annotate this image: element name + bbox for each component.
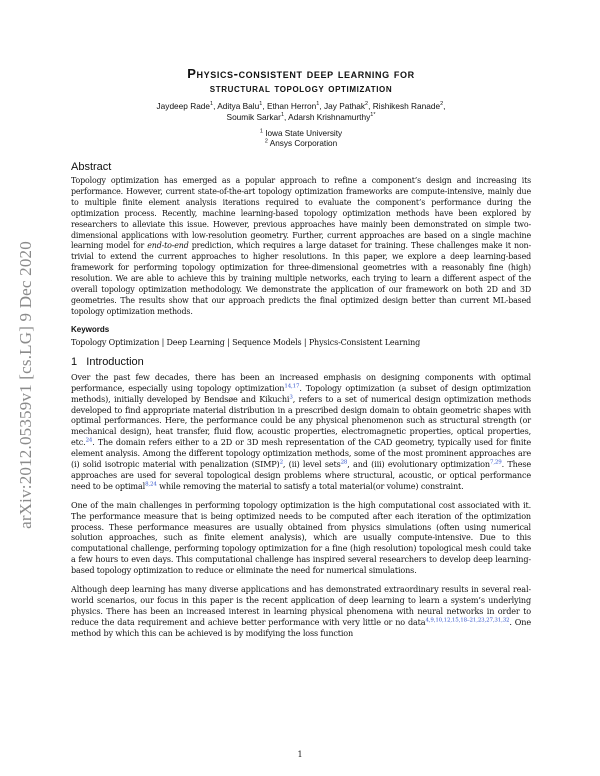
author: Adarsh Krishnamurthy$^{1*}$ [288, 112, 376, 122]
author: Jaydeep Rade$^1$ [156, 101, 214, 111]
citation-link[interactable]: 3 [289, 393, 293, 400]
citation-link[interactable]: 4,9,10,12,15,18–21,23,27,31,32 [425, 617, 510, 624]
citation-link[interactable]: 28 [340, 459, 348, 466]
affiliations [71, 129, 531, 149]
author-list: Jaydeep Rade$^1$, Aditya Balu$^1$, Ethan Herron$^1$, Jay Pathak$^2$, Rishikesh Ranade$^2$, Soumik Sarkar$^1$, Adarsh Krishnamurthy$^{1*}$ [156, 101, 446, 122]
section-heading: 1 Introduction [71, 355, 144, 368]
citation-link[interactable]: 2 [279, 459, 283, 466]
abstract-text: Topology optimization has emerged as a popular approach to refine a component’s design and increasing its performance. However, current state-of-the-art topology optimization frameworks are compute-intensive, mainly due to multiple finite element analysis iterations required to evaluate the component’s performance during the optimization process. Recently, machine learning-based topology optimization methods have been explored by researchers to alleviate this issue. However, previous approaches have mainly been demonstrated on simple two-dimensional applications with low-resolution geometry. Further, current approaches are based on a single machine learning model for end-to-end prediction, which requires a large dataset for training. These challenges make it non-trivial to extend the current approaches to higher resolutions. In this paper, we explore a deep learning-based framework for performing topology optimization for three-dimensional geometries with a reasonably fine (high) resolution. We are able to achieve this by training multiple networks, each trying to learn a different aspect of the overall topology optimization methodology. We demonstrate the application of our framework on both 2D and 3D geometries. The results show that our approach predicts the final optimized design better than current ML-based topology optimization methods. [71, 176, 532, 316]
intro-paragraph-1: Over the past few decades, there has been an increased emphasis on designing components with optimal performance, especially using topology optimization$^{14,17}$. Topology optimization (a subset of design optimization methods), initially developed by Bendsøe and Kikuchi$^3$, refers to a set of numerical design optimization methods developed to find appropriate material distribution in a prescribed design domain to obtain geometric shapes with optimal performances. Here, the performance could be any physical phenomenon such as structural strength (or mechanical design), heat transfer, fluid flow, acoustic properties, electromagnetic properties, optical properties, etc.$^{24}$. The domain refers either to a 2D or 3D mesh representation of the CAD geometry, typically used for finite element analysis. Among the different topology optimization methods, some of the most prominent approaches are (i) solid isotropic material with penalization (SIMP)$^2$, (ii) level sets$^{28}$, and (iii) evolutionary optimization$^{7,29}$. These approaches are used for several topological design problems where structural, acoustic, or optical performance need to be optimal$^{8,24}$ while removing the material to satisfy a total material(or volume) constraint. [71, 371, 531, 491]
abstract-heading: Abstract [71, 161, 112, 173]
page-number: 1 [297, 750, 303, 759]
abstract-section [71, 161, 531, 318]
title-line-1: Physics-consistent deep learning for [187, 66, 415, 81]
paper-title [71, 66, 531, 96]
author: Jay Pathak$^2$ [323, 101, 369, 111]
keywords-text: Topology Optimization | Deep Learning | Sequence Models | Physics-Consistent Learning [71, 337, 421, 347]
citation-link[interactable]: 7,29 [489, 459, 502, 466]
paper-page [71, 66, 531, 639]
author: Aditya Balu$^1$ [217, 101, 263, 111]
arxiv-sidebar [10, 205, 42, 565]
citation-link[interactable]: 8,24 [145, 481, 157, 488]
title-line-2: structural topology optimization [209, 81, 393, 95]
intro-paragraph-2: One of the main challenges in performing topology optimization is the high computational cost associated with it. The performance measure that is being optimized needs to be computed after each iteration of the optimization process. These performance measures are usually obtained from physics simulations (often using numerical solution approaches, such as finite element analysis), which are usually compute-intensive. Due to this computational challenge, performing topology optimization for a fine (high resolution) topological mesh could take a few hours to even days. This computational challenge has inspired several researchers to develop deep learning-based topology optimization to reduce or eliminate the need for numerical simulations. [71, 499, 531, 576]
author: Soumik Sarkar$^1$ [226, 112, 285, 122]
citation-link[interactable]: 14,17 [284, 383, 300, 389]
affiliation: $^1$ Iowa State University [259, 128, 343, 138]
intro-paragraph-3: Although deep learning has many diverse applications and has demonstrated extraordinary results in several real-world scenarios, our focus in this paper is the recent application of deep learning to learn a system’s underlying physics. There has been an increased interest in learning physical phenomena with neural networks in order to reduce the data requirement and achieve better performance with very little or no data$^{4,9,10,12,15,18-21,23,27,31,32}$. One method by which this can be achieved is by modifying the loss function [71, 584, 531, 638]
arxiv-id: arXiv:2012.05359v1 [cs.LG] 9 Dec 2020 [16, 241, 35, 529]
affiliation: $^2$ Ansys Corporation [264, 138, 338, 148]
author: Rishikesh Ranade$^2$ [372, 101, 444, 111]
citation-link[interactable]: 24 [85, 437, 93, 444]
keywords-heading: Keywords [71, 324, 110, 334]
author: Ethan Herron$^1$ [266, 101, 320, 111]
